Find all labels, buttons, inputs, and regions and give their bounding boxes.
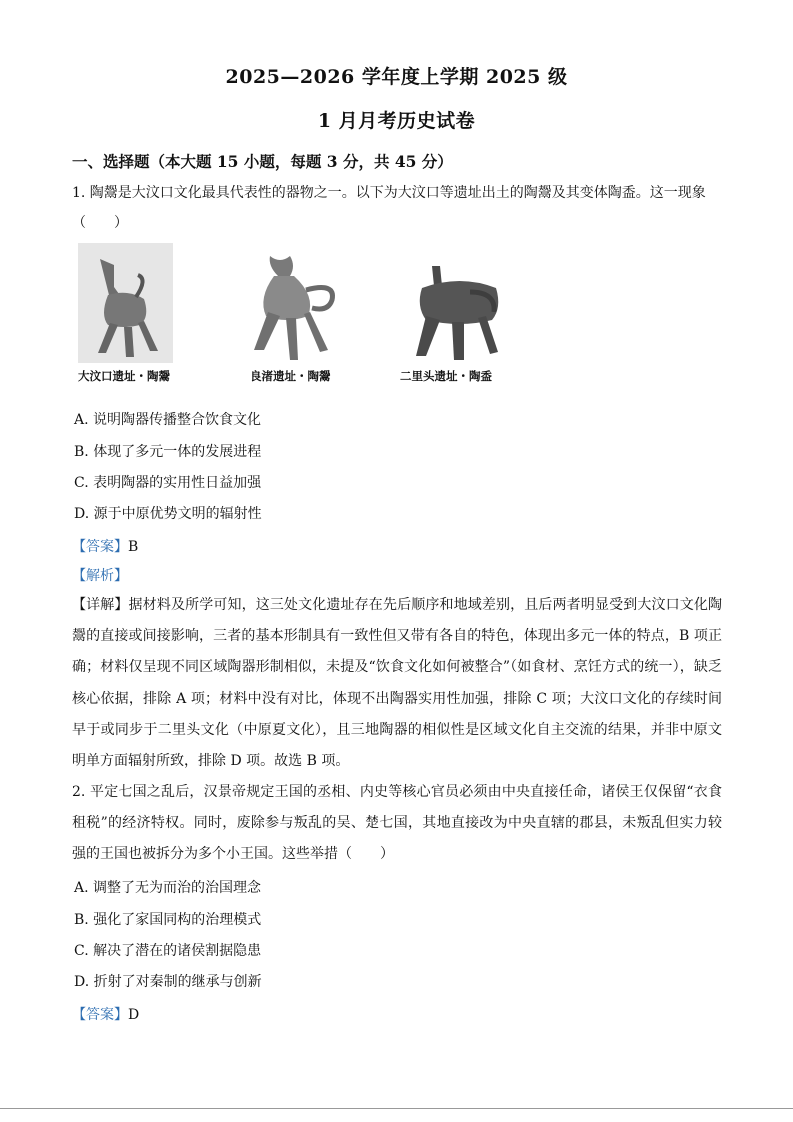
section-heading: 一、选择题（本大题 15 小题，每题 3 分，共 45 分） bbox=[72, 152, 453, 171]
q1-detail bbox=[72, 590, 722, 777]
q1-stem-line2: （ ） bbox=[72, 215, 128, 231]
q2-option-d: D. 折射了对秦制的继承与创新 bbox=[74, 974, 262, 990]
erlitou-he-image bbox=[410, 258, 510, 362]
detail-text: 据材料及所学可知，这三处文化遗址存在先后顺序和地域差别，且后两者明显受到大汶口文化陶鬶的直接或间接影响，三者的基本形制具有一致性但又带有各自的特色，体现出多元一体的特点，B 项正确；材料仅呈现不同区域陶器形制相似，未提及“饮食文化如何被整合”（如食材、烹饪方式的统一），缺乏核心依据，排除 A 项；材料中没有对比，体现不出陶器实用性加强，排除 C 项；大汶口文化的存续时间早于或同步于二里头文化（中原夏文化），且三地陶器的相似性是区域文化自主交流的结果，并非中原文明单方面辐射所致，排除 D 项。故选 B 项。 bbox=[72, 597, 723, 770]
answer-label: 【答案】 bbox=[72, 1007, 128, 1023]
answer-value: D bbox=[128, 1007, 140, 1023]
liangzhu-caption: 良渚遗址・陶鬶 bbox=[250, 369, 331, 383]
q1-answer bbox=[72, 536, 138, 556]
erlitou-caption: 二里头遗址・陶盉 bbox=[400, 369, 492, 383]
q1-option-d: D. 源于中原优势文明的辐射性 bbox=[74, 506, 262, 522]
q1-option-a: A. 说明陶器传播整合饮食文化 bbox=[74, 412, 262, 428]
page-bottom-rule bbox=[0, 1108, 793, 1109]
q1-option-c: C. 表明陶器的实用性日益加强 bbox=[74, 475, 262, 491]
dawenkou-caption: 大汶口遗址・陶鬶 bbox=[78, 369, 170, 383]
exam-title-line1: 2025—2026 学年度上学期 2025 级 bbox=[225, 66, 568, 88]
q1-stem-line1: 1. 陶鬶是大汶口文化最具代表性的器物之一。以下为大汶口等遗址出土的陶鬶及其变体陶盉。这一现象 bbox=[72, 185, 706, 201]
q2-option-a: A. 调整了无为而治的治国理念 bbox=[74, 880, 262, 896]
q2-stem: 2. 平定七国之乱后，汉景帝规定王国的丞相、内史等核心官员必须由中央直接任命，诸侯王仅保留“衣食租税”的经济特权。同时，废除参与叛乱的吴、楚七国，其地直接改为中央直辖的郡县，未叛乱但实力较强的王国也被拆分为多个小王国。这些举措（ ） bbox=[72, 784, 722, 863]
dawenkou-gui-image bbox=[78, 243, 173, 363]
q2-answer bbox=[72, 1004, 139, 1024]
liangzhu-gui-image bbox=[246, 250, 346, 362]
exam-title-line2: 1 月月考历史试卷 bbox=[317, 110, 476, 132]
answer-label: 【答案】 bbox=[72, 539, 128, 555]
detail-label: 【详解】 bbox=[72, 597, 129, 613]
answer-value: B bbox=[128, 539, 139, 555]
q2-option-b: B. 强化了家国同构的治理模式 bbox=[74, 912, 262, 928]
q2-option-c: C. 解决了潜在的诸侯割据隐患 bbox=[74, 943, 262, 959]
q1-option-b: B. 体现了多元一体的发展进程 bbox=[74, 444, 262, 460]
q1-analysis-label: 【解析】 bbox=[72, 568, 128, 584]
